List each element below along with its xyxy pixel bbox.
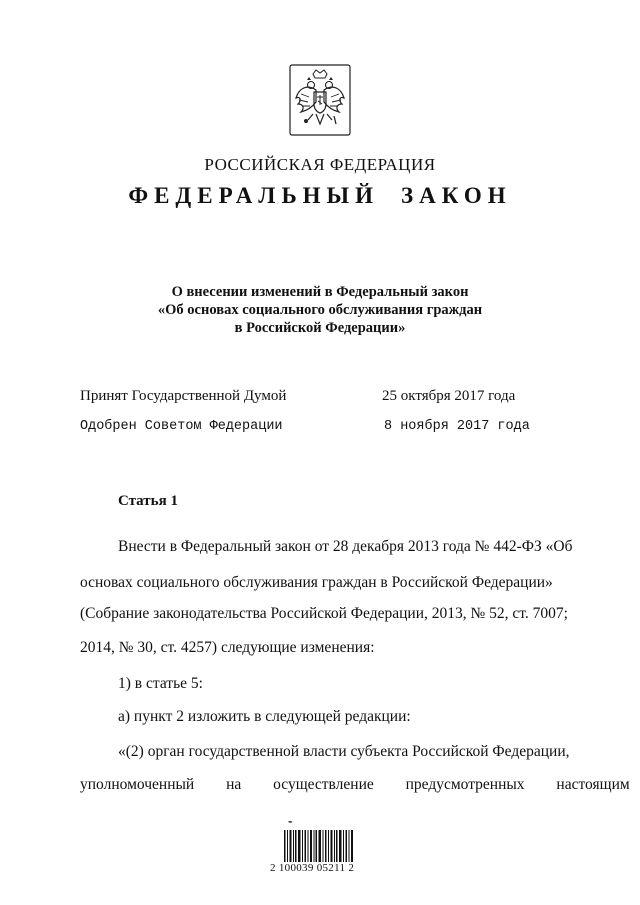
country-name: РОССИЙСКАЯ ФЕДЕРАЦИЯ xyxy=(204,155,436,174)
document-type xyxy=(0,183,640,209)
list-item: 1) в статье 5: xyxy=(118,675,203,692)
law-title xyxy=(0,283,640,337)
quoted-text-line: «(2) орган государственной власти субъекта Российской Федерации, xyxy=(118,743,570,760)
duma-adoption-date: 25 октября 2017 года xyxy=(382,388,516,404)
svg-text:✒: ✒ xyxy=(288,820,294,826)
quoted-text-line: уполномоченный на осуществление предусмотренных настоящим xyxy=(80,776,630,793)
paragraph-line: (Собрание законодательства Российской Федерации, 2013, № 52, ст. 7007; xyxy=(80,605,568,622)
paragraph-line: Внести в Федеральный закон от 28 декабря 2013 года № 442-ФЗ «Об xyxy=(118,538,573,555)
law-title-line: О внесении изменений в Федеральный закон xyxy=(171,284,469,300)
paragraph-line: 2014, № 30, ст. 4257) следующие изменения: xyxy=(80,639,375,656)
barcode-number: 2 100039 05211 2 xyxy=(270,862,355,874)
coat-of-arms-emblem xyxy=(289,64,351,136)
paragraph-line: основах социального обслуживания граждан в Российской Федерации» xyxy=(80,574,553,591)
article-heading: Статья 1 xyxy=(118,493,178,509)
law-word-law: ЗАКОН xyxy=(401,183,512,208)
council-approval-date: 8 ноября 2017 года xyxy=(384,419,530,434)
list-item: а) пункт 2 изложить в следующей редакции: xyxy=(118,708,411,725)
duma-adoption-label: Принят Государственной Думой xyxy=(80,388,287,404)
council-approval-label: Одобрен Советом Федерации xyxy=(80,419,283,434)
law-word-federal: ФЕДЕРАЛЬНЫЙ xyxy=(128,183,380,208)
law-title-line: «Об основах социального обслуживания граждан xyxy=(157,302,483,318)
law-title-line: в Российской Федерации» xyxy=(234,320,406,336)
